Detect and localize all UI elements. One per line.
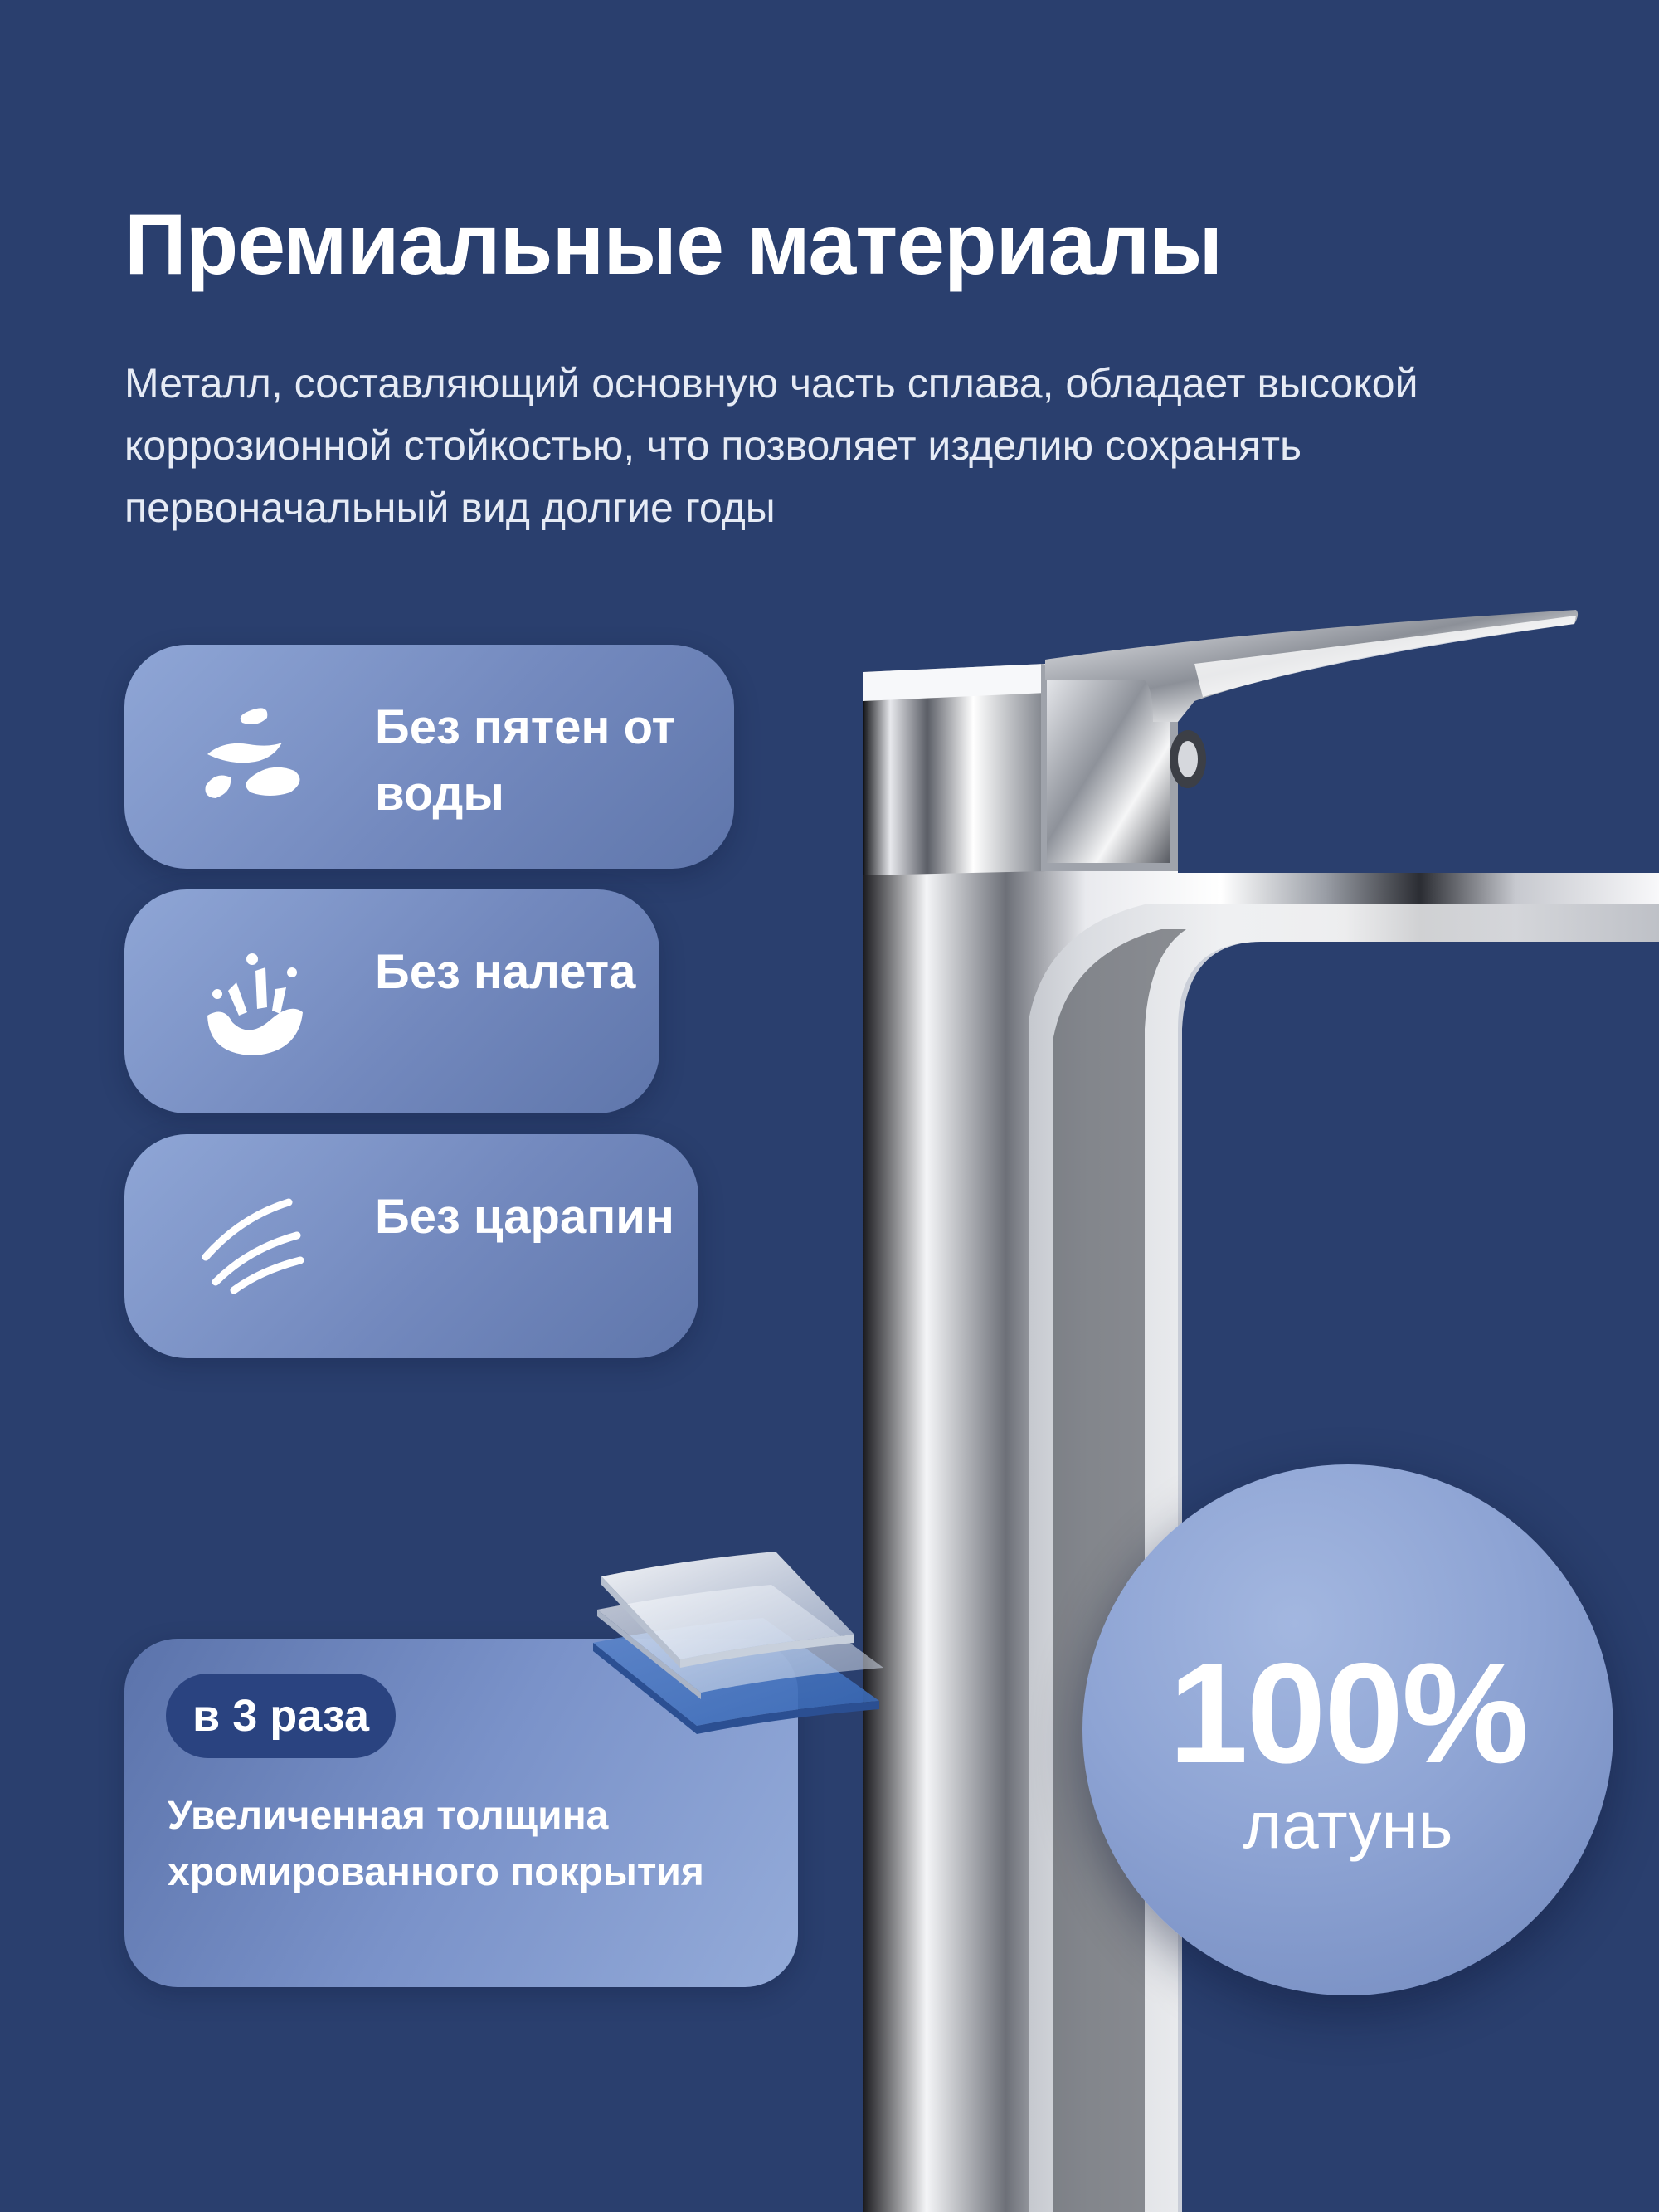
brass-label: латунь bbox=[1243, 1788, 1453, 1862]
brass-badge bbox=[1082, 1464, 1613, 1995]
brass-percentage: 100% bbox=[1169, 1634, 1527, 1793]
limescale-drops-icon bbox=[191, 939, 315, 1064]
scratch-lines-icon bbox=[191, 1184, 315, 1308]
feature-label: Без налета bbox=[375, 945, 636, 999]
page-title: Премиальные материалы bbox=[124, 197, 1223, 293]
coating-layers-icon bbox=[572, 1527, 904, 1767]
coating-description: Увеличенная толщина хромированного покрытия bbox=[168, 1794, 704, 1894]
feature-card-no-limescale bbox=[124, 889, 659, 1113]
coating-badge: в 3 раза bbox=[166, 1674, 396, 1758]
water-splash-icon bbox=[191, 694, 315, 819]
feature-card-no-water-spots bbox=[124, 645, 734, 869]
feature-card-no-scratches bbox=[124, 1134, 698, 1358]
page-description: Металл, составляющий основную часть сплава, обладает высокой коррозионной стойкостью, что позволяет изделию сохранять первоначальный вид долгие годы bbox=[124, 360, 1418, 531]
feature-label: Без пятен от воды bbox=[375, 700, 675, 821]
feature-label: Без царапин bbox=[375, 1190, 674, 1244]
